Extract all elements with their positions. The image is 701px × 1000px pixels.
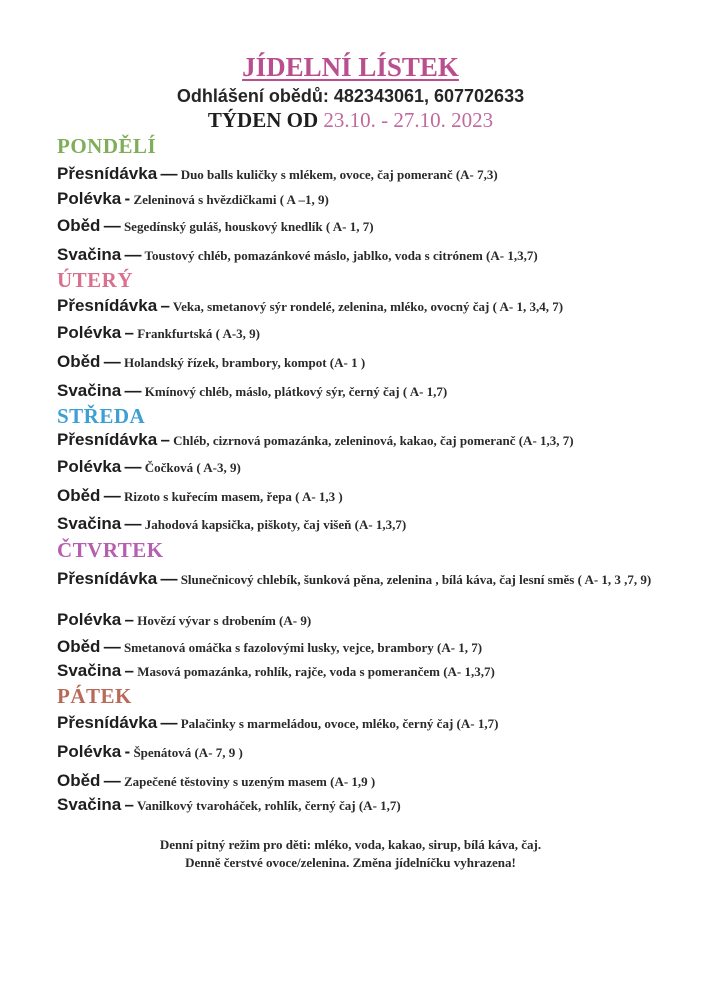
menu-row-wednesday-snack-am	[57, 430, 677, 450]
meal-text: Chléb, cizrnová pomazánka, zeleninová, kakao, čaj pomeranč (A- 1,3, 7)	[173, 433, 574, 448]
meal-text: Toustový chléb, pomazánkové máslo, jablko, voda s citrónem (A- 1,3,7)	[144, 248, 538, 263]
menu-row-thursday-lunch	[57, 637, 677, 657]
meal-dash: –	[124, 323, 134, 342]
menu-row-tuesday-soup	[57, 323, 677, 343]
menu-row-friday-soup	[57, 742, 677, 762]
meal-dash: —	[103, 771, 121, 790]
footer-note	[0, 836, 701, 872]
cancellation-phones: Odhlášení obědů: 482343061, 607702633	[176, 86, 525, 106]
meal-text: Frankfurtská ( A-3, 9)	[137, 326, 261, 341]
meal-dash: —	[160, 164, 178, 183]
meal-label: Přesnídávka	[57, 569, 158, 588]
meal-dash: —	[103, 486, 121, 505]
menu-row-monday-lunch	[57, 216, 677, 236]
meal-label: Přesnídávka	[57, 430, 158, 449]
meal-dash: –	[160, 296, 170, 315]
menu-row-monday-soup	[57, 189, 677, 209]
meal-dash: —	[160, 713, 178, 732]
meal-dash: -	[124, 189, 131, 208]
week-label: TÝDEN OD	[207, 108, 319, 132]
meal-text: Slunečnicový chlebík, šunková pěna, zelenina , bílá káva, čaj lesní směs ( A- 1, 3 ,7, 9)	[180, 572, 652, 587]
meal-label: Přesnídávka	[57, 296, 158, 315]
meal-text: Veka, smetanový sýr rondelé, zelenina, mléko, ovocný čaj ( A- 1, 3,4, 7)	[172, 299, 564, 314]
meal-dash: —	[124, 381, 142, 400]
meal-label: Svačina	[57, 514, 122, 533]
meal-label: Polévka	[57, 742, 122, 761]
footer-line-drinks: Denní pitný režim pro děti: mléko, voda, kakao, sirup, bílá káva, čaj.	[159, 837, 542, 852]
meal-text: Palačinky s marmeládou, ovoce, mléko, černý čaj (A- 1,7)	[180, 716, 499, 731]
meal-text: Masová pomazánka, rohlík, rajče, voda s pomerančem (A- 1,3,7)	[137, 664, 495, 679]
menu-row-wednesday-snack-pm	[57, 514, 677, 534]
meal-text: Zeleninová s hvězdičkami ( A –1, 9)	[133, 192, 329, 207]
meal-label: Oběd	[57, 216, 101, 235]
menu-row-friday-snack-am	[57, 713, 677, 733]
meal-text: Duo balls kuličky s mlékem, ovoce, čaj pomeranč (A- 7,3)	[180, 167, 498, 182]
meal-dash: —	[160, 569, 178, 588]
menu-row-wednesday-lunch	[57, 486, 677, 506]
menu-row-tuesday-lunch	[57, 352, 677, 372]
day-heading-tuesday: ÚTERÝ	[57, 268, 134, 292]
meal-label: Polévka	[57, 457, 122, 476]
meal-label: Svačina	[57, 381, 122, 400]
meal-text: Čočková ( A-3, 9)	[144, 460, 241, 475]
meal-label: Přesnídávka	[57, 713, 158, 732]
meal-label: Svačina	[57, 795, 122, 814]
meal-dash: —	[124, 457, 142, 476]
meal-dash: —	[124, 514, 142, 533]
meal-text: Vanilkový tvaroháček, rohlík, černý čaj (A- 1,7)	[137, 798, 401, 813]
meal-text: Rizoto s kuřecím masem, řepa ( A- 1,3 )	[123, 489, 343, 504]
day-heading-thursday: ČTVRTEK	[57, 538, 164, 562]
meal-label: Oběd	[57, 352, 101, 371]
meal-dash: —	[103, 637, 121, 656]
footer-line-notice: Denně čerstvé ovoce/zelenina. Změna jídelníčku vyhrazena!	[185, 855, 516, 870]
menu-row-tuesday-snack-am	[57, 296, 677, 316]
menu-row-friday-snack-pm	[57, 795, 677, 815]
page-title: JÍDELNÍ LÍSTEK	[242, 52, 459, 82]
menu-row-thursday-snack-pm	[57, 661, 677, 681]
meal-text: Hovězí vývar s drobením (A- 9)	[137, 613, 312, 628]
menu-row-thursday-soup	[57, 610, 677, 630]
meal-text: Kmínový chléb, máslo, plátkový sýr, černý čaj ( A- 1,7)	[144, 384, 448, 399]
menu-row-wednesday-soup	[57, 457, 677, 477]
day-heading-friday: PÁTEK	[57, 684, 132, 708]
menu-row-tuesday-snack-pm	[57, 381, 677, 401]
meal-label: Svačina	[57, 245, 122, 264]
meal-text: Špenátová (A- 7, 9 )	[133, 745, 243, 760]
meal-dash: —	[124, 245, 142, 264]
meal-dash: –	[160, 430, 170, 449]
day-heading-monday: PONDĚLÍ	[57, 134, 157, 158]
menu-row-friday-lunch	[57, 771, 677, 791]
week-range	[0, 108, 701, 133]
menu-row-thursday-snack-am	[57, 570, 657, 589]
meal-dash: -	[124, 742, 131, 761]
day-heading-wednesday: STŘEDA	[57, 404, 146, 428]
meal-text: Smetanová omáčka s fazolovými lusky, vejce, brambory (A- 1, 7)	[123, 640, 483, 655]
meal-label: Oběd	[57, 486, 101, 505]
meal-dash: —	[103, 352, 121, 371]
meal-label: Oběd	[57, 771, 101, 790]
meal-text: Zapečené těstoviny s uzeným masem (A- 1,9 )	[123, 774, 376, 789]
meal-label: Polévka	[57, 610, 122, 629]
meal-dash: –	[124, 610, 134, 629]
menu-row-monday-snack-pm	[57, 245, 677, 265]
meal-dash: –	[124, 661, 134, 680]
meal-text: Segedínský guláš, houskový knedlík ( A- 1, 7)	[123, 219, 374, 234]
meal-dash: –	[124, 795, 134, 814]
week-dates: 23.10. - 27.10. 2023	[323, 108, 494, 132]
meal-text: Holandský řízek, brambory, kompot (A- 1 )	[123, 355, 366, 370]
menu-row-monday-snack-am	[57, 164, 677, 184]
meal-label: Oběd	[57, 637, 101, 656]
meal-label: Přesnídávka	[57, 164, 158, 183]
meal-text: Jahodová kapsička, piškoty, čaj višeň (A- 1,3,7)	[144, 517, 407, 532]
meal-label: Polévka	[57, 189, 122, 208]
meal-dash: —	[103, 216, 121, 235]
meal-label: Svačina	[57, 661, 122, 680]
meal-label: Polévka	[57, 323, 122, 342]
